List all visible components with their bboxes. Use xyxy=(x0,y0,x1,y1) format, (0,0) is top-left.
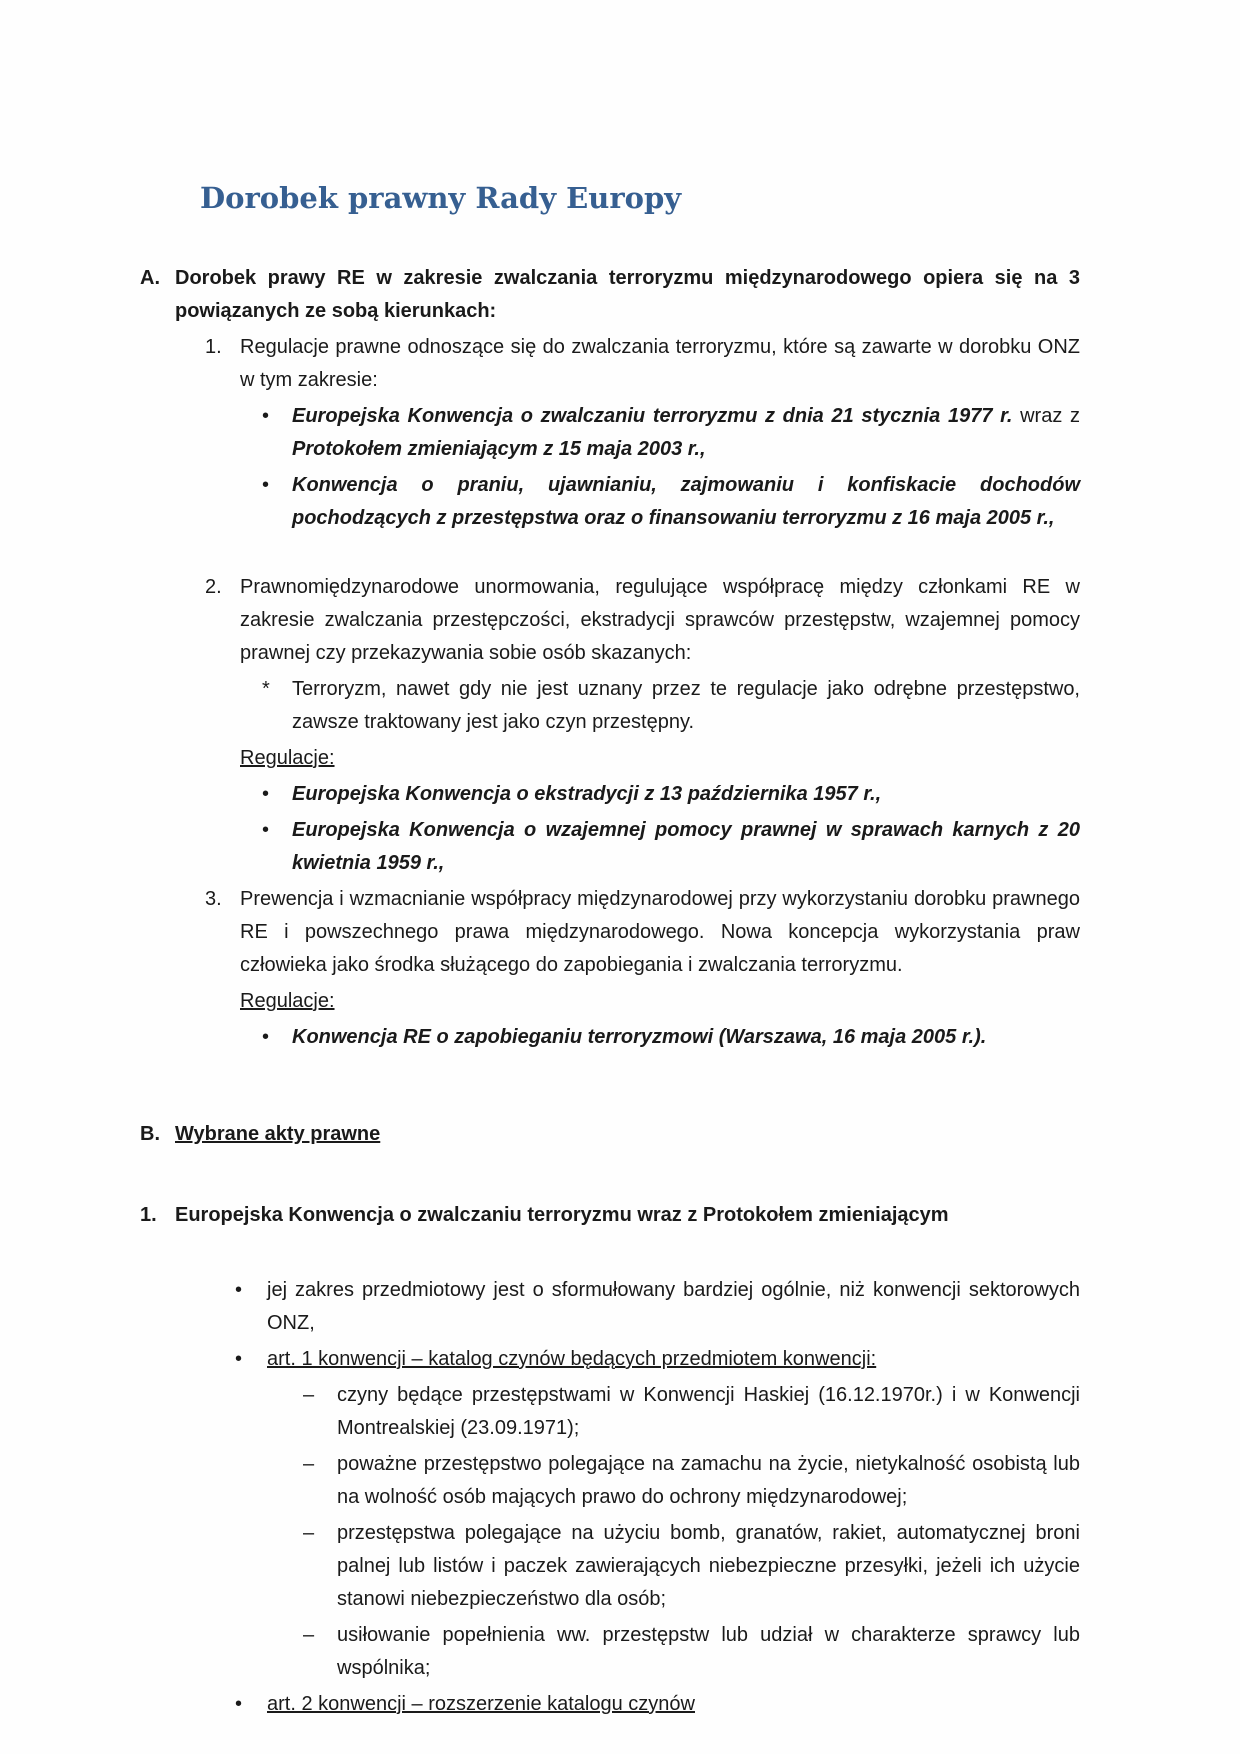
bullet-icon: • xyxy=(235,1348,243,1370)
dash-icon: – xyxy=(303,1522,315,1544)
bullet-icon: • xyxy=(262,783,270,805)
bullet-convention-1977-protocol: Protokołem zmieniającym z 15 maja 2003 r., xyxy=(292,438,706,460)
dash-item-bombs xyxy=(140,1517,1080,1616)
item-a1-number: 1. xyxy=(205,336,222,358)
regulations-label-text: Regulacje: xyxy=(240,747,335,769)
document-title: Dorobek prawny Rady Europy xyxy=(200,181,682,215)
item-a2-note xyxy=(140,673,1080,739)
item-a2-text: Prawnomiędzynarodowe unormowania, regulujące współpracę między członkami RE w zakresie zwalczania przestępczości, ekstradycji sprawców przestępstw, wzajemnej pomocy prawnej czy przekazywania sobie osób skazanych: xyxy=(240,576,1080,664)
bullet-convention-1977 xyxy=(140,400,1080,466)
bullet-scope xyxy=(140,1274,1080,1340)
item-a3-regulations-label xyxy=(140,985,1080,1018)
bullet-art2 xyxy=(140,1688,1080,1721)
bullet-icon: • xyxy=(262,474,270,496)
dash-icon: – xyxy=(303,1384,315,1406)
item-a1 xyxy=(140,331,1080,397)
section-a-label: A. xyxy=(140,267,160,289)
item-b1-number: 1. xyxy=(140,1204,157,1226)
dash-item-text: poważne przestępstwo polegające na zamachu na życie, nietykalność osobistą lub na wolność osób mających prawo do ochrony międzynarodowej; xyxy=(337,1453,1080,1508)
dash-item-hague-montreal xyxy=(140,1379,1080,1445)
section-b-heading xyxy=(140,1118,1080,1151)
bullet-convention-2005-laundering xyxy=(140,469,1080,535)
bullet-mutual-assistance-1959-text: Europejska Konwencja o wzajemnej pomocy prawnej w sprawach karnych z 20 kwietnia 1959 r., xyxy=(292,819,1080,874)
dash-icon: – xyxy=(303,1453,315,1475)
item-a2-regulations-label xyxy=(140,742,1080,775)
item-b1-heading xyxy=(140,1199,1080,1232)
asterisk-icon: * xyxy=(262,678,270,700)
item-a3 xyxy=(140,883,1080,982)
bullet-convention-2005-laundering-text: Konwencja o praniu, ujawnianiu, zajmowaniu i konfiskacie dochodów pochodzących z przestępstwa oraz o finansowaniu terroryzmu z 16 maja 2005 r., xyxy=(292,474,1080,529)
dash-icon: – xyxy=(303,1624,315,1646)
dash-item-text: przestępstwa polegające na użyciu bomb, granatów, rakiet, automatycznej broni palnej lub listów i paczek zawierających niebezpieczne przesyłki, jeżeli ich użycie stanowi niebezpieczeństwo dla osób; xyxy=(337,1522,1080,1610)
bullet-icon: • xyxy=(262,405,270,427)
section-a-heading-text: Dorobek prawy RE w zakresie zwalczania terroryzmu międzynarodowego opiera się na 3 powiązanych ze sobą kierunkach: xyxy=(175,267,1080,322)
section-b-label: B. xyxy=(140,1123,160,1145)
section-a-heading xyxy=(140,262,1080,328)
bullet-icon: • xyxy=(262,819,270,841)
dash-item-text: usiłowanie popełnienia ww. przestępstw lub udział w charakterze sprawcy lub wspólnika; xyxy=(337,1624,1080,1679)
item-a2-number: 2. xyxy=(205,576,222,598)
item-a2 xyxy=(140,571,1080,670)
item-a3-text: Prewencja i wzmacnianie współpracy międzynarodowej przy wykorzystaniu dorobku prawnego RE i powszechnego prawa międzynarodowego. Nowa koncepcja wykorzystania praw człowieka jako środka służącego do zapobiegania i zwalczania terroryzmu. xyxy=(240,888,1080,976)
bullet-warsaw-2005 xyxy=(140,1021,1080,1054)
bullet-convention-1977-connector: wraz z xyxy=(1012,405,1080,427)
bullet-warsaw-2005-text: Konwencja RE o zapobieganiu terroryzmowi (Warszawa, 16 maja 2005 r.). xyxy=(292,1026,987,1048)
bullet-icon: • xyxy=(235,1279,243,1301)
bullet-art2-text: art. 2 konwencji – rozszerzenie katalogu czynów xyxy=(267,1693,695,1715)
regulations-label-text: Regulacje: xyxy=(240,990,335,1012)
bullet-icon: • xyxy=(262,1026,270,1048)
bullet-convention-1977-title: Europejska Konwencja o zwalczaniu terroryzmu z dnia 21 stycznia 1977 r. xyxy=(292,405,1013,427)
item-a2-note-text: Terroryzm, nawet gdy nie jest uznany przez te regulacje jako odrębne przestępstwo, zawsze traktowany jest jako czyn przestępny. xyxy=(292,678,1080,733)
dash-item-text: czyny będące przestępstwami w Konwencji Haskiej (16.12.1970r.) i w Konwencji Montrealskiej (23.09.1971); xyxy=(337,1384,1080,1439)
item-b1-heading-text: Europejska Konwencja o zwalczaniu terroryzmu wraz z Protokołem zmieniającym xyxy=(175,1204,949,1226)
dash-item-attempt xyxy=(140,1619,1080,1685)
bullet-scope-text: jej zakres przedmiotowy jest o sformułowany bardziej ogólnie, niż konwencji sektorowych ONZ, xyxy=(267,1279,1080,1334)
bullet-extradition-1957 xyxy=(140,778,1080,811)
bullet-mutual-assistance-1959 xyxy=(140,814,1080,880)
bullet-extradition-1957-text: Europejska Konwencja o ekstradycji z 13 października 1957 r., xyxy=(292,783,882,805)
bullet-icon: • xyxy=(235,1693,243,1715)
item-a1-text: Regulacje prawne odnoszące się do zwalczania terroryzmu, które są zawarte w dorobku ONZ w tym zakresie: xyxy=(240,336,1080,391)
item-a3-number: 3. xyxy=(205,888,222,910)
dash-item-protected-persons xyxy=(140,1448,1080,1514)
section-b-heading-text: Wybrane akty prawne xyxy=(175,1123,381,1145)
bullet-art1-text: art. 1 konwencji – katalog czynów będących przedmiotem konwencji: xyxy=(267,1348,877,1370)
bullet-art1 xyxy=(140,1343,1080,1376)
